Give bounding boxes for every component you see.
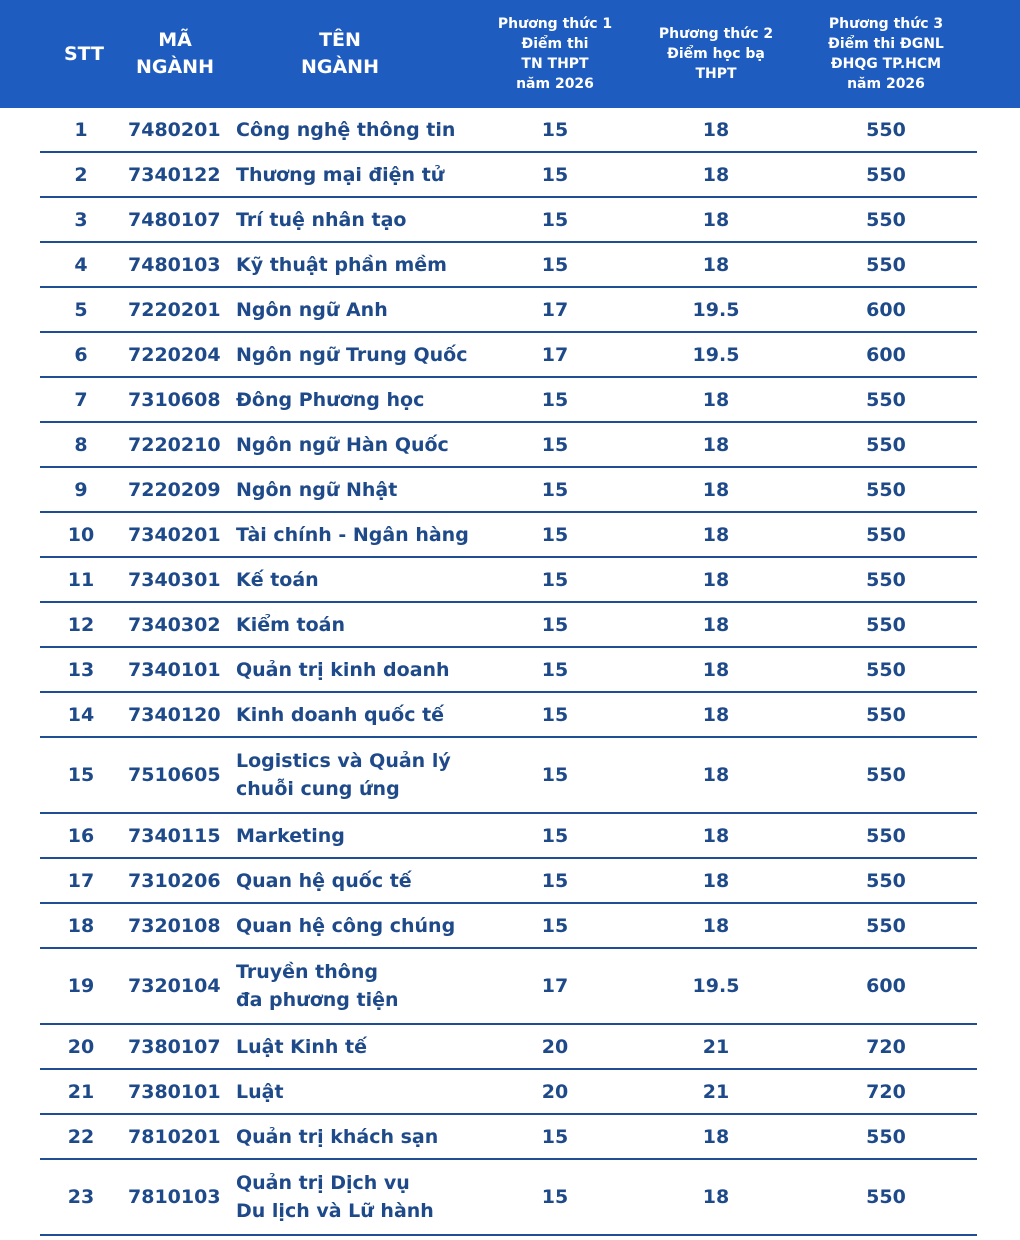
row-method-2-score: 18 <box>702 703 730 726</box>
row-method-3-score: 550 <box>866 208 906 231</box>
row-major-name-text <box>236 296 388 324</box>
row-major-name-line: Luật <box>236 1080 284 1103</box>
row-major-name-text <box>236 431 449 459</box>
table-row <box>40 1070 977 1115</box>
row-stt: 20 <box>67 1035 95 1058</box>
row-stt: 5 <box>74 298 88 321</box>
table-row <box>40 814 977 859</box>
table-row <box>40 333 977 378</box>
row-method-3-score: 550 <box>866 658 906 681</box>
row-stt: 12 <box>67 613 95 636</box>
row-major-name-line: Logistics và Quản lý <box>236 750 451 772</box>
row-method-3-score: 550 <box>866 869 906 892</box>
row-major-name <box>236 814 496 857</box>
row-method-1-score: 15 <box>541 914 569 937</box>
table-row <box>40 288 977 333</box>
row-method-2-score: 18 <box>702 1186 730 1208</box>
header-m3-line: Phương thức 3 <box>828 16 944 32</box>
row-major-name-text <box>236 1033 367 1061</box>
row-major-code: 7320108 <box>128 914 221 937</box>
row-method-3-score: 550 <box>866 433 906 456</box>
table-row <box>40 558 977 603</box>
table-row <box>40 904 977 949</box>
row-major-name <box>236 648 496 691</box>
row-major-name-line: Quan hệ quốc tế <box>236 869 412 892</box>
row-stt: 11 <box>67 568 95 591</box>
header-name-line: NGÀNH <box>300 56 379 78</box>
row-method-2-score: 18 <box>702 1125 730 1148</box>
row-method-2-score: 18 <box>702 478 730 501</box>
row-method-2-score: 18 <box>702 764 730 786</box>
row-major-name-text <box>236 701 444 729</box>
row-stt: 14 <box>67 703 95 726</box>
table-row <box>40 1115 977 1160</box>
row-major-name-text <box>236 867 412 895</box>
row-major-code: 7480201 <box>128 118 221 141</box>
row-method-2-score: 18 <box>702 869 730 892</box>
row-major-name-line: Đông Phương học <box>236 388 425 411</box>
row-method-1-score: 15 <box>541 388 569 411</box>
row-major-name <box>236 1025 496 1068</box>
row-major-name <box>236 333 496 376</box>
row-major-name <box>236 1160 496 1234</box>
row-method-3-score: 550 <box>866 764 906 786</box>
row-major-code: 7380101 <box>128 1080 221 1103</box>
row-major-code: 7310608 <box>128 388 221 411</box>
row-method-2-score: 19.5 <box>692 343 740 366</box>
row-major-name-line: Ngôn ngữ Hàn Quốc <box>236 433 449 456</box>
row-major-name-line: Ngôn ngữ Nhật <box>236 478 398 501</box>
row-major-name-line: Kinh doanh quốc tế <box>236 703 445 726</box>
row-method-1-score: 15 <box>541 869 569 892</box>
row-major-name-text <box>236 958 399 1014</box>
row-major-code: 7340302 <box>128 613 221 636</box>
row-major-code: 7340301 <box>128 568 221 591</box>
row-method-1-score: 17 <box>541 298 569 321</box>
row-stt: 3 <box>74 208 88 231</box>
row-method-3-score: 600 <box>866 975 906 997</box>
row-major-code: 7220210 <box>128 433 221 456</box>
header-method-1 <box>480 0 630 108</box>
row-method-3-score: 600 <box>866 343 906 366</box>
row-major-name-line: Trí tuệ nhân tạo <box>236 208 407 231</box>
row-method-1-score: 15 <box>541 523 569 546</box>
table-row <box>40 648 977 693</box>
table-row <box>40 1025 977 1070</box>
row-method-3-score: 550 <box>866 914 906 937</box>
row-method-2-score: 21 <box>702 1080 730 1103</box>
row-method-2-score: 18 <box>702 613 730 636</box>
row-method-2-score: 18 <box>702 824 730 847</box>
row-stt: 9 <box>74 478 88 501</box>
row-major-name <box>236 738 496 812</box>
header-m3-line: năm 2026 <box>847 76 925 92</box>
header-m1-line: năm 2026 <box>516 76 594 92</box>
row-method-1-score: 15 <box>541 824 569 847</box>
table-row <box>40 378 977 423</box>
row-major-name-line: Quản trị Dịch vụ <box>236 1172 410 1194</box>
table-row <box>40 513 977 558</box>
row-major-code: 7340101 <box>128 658 221 681</box>
row-major-code: 7340122 <box>128 163 221 186</box>
row-major-name-line: Thương mại điện tử <box>236 163 445 186</box>
row-major-name-line: Truyền thông <box>236 961 378 983</box>
header-major-name <box>240 0 440 108</box>
row-major-name <box>236 378 496 421</box>
row-stt: 17 <box>67 869 95 892</box>
row-method-1-score: 17 <box>541 343 569 366</box>
row-method-1-score: 15 <box>541 658 569 681</box>
row-major-name-text <box>236 251 447 279</box>
row-method-2-score: 18 <box>702 253 730 276</box>
row-stt: 1 <box>74 118 88 141</box>
row-stt: 8 <box>74 433 88 456</box>
header-method-2 <box>640 0 792 108</box>
row-method-1-score: 15 <box>541 478 569 501</box>
header-m1-line: Điểm thi <box>521 36 589 52</box>
row-major-code: 7510605 <box>128 764 221 786</box>
table-row <box>40 468 977 513</box>
row-major-name-text <box>236 566 319 594</box>
row-major-name-text <box>236 386 424 414</box>
row-major-code: 7340115 <box>128 824 221 847</box>
row-method-2-score: 18 <box>702 914 730 937</box>
row-method-3-score: 550 <box>866 523 906 546</box>
table-row <box>40 738 977 814</box>
row-stt: 13 <box>67 658 95 681</box>
row-major-name <box>236 288 496 331</box>
row-major-name <box>236 859 496 902</box>
table-row <box>40 1160 977 1236</box>
row-method-1-score: 17 <box>541 975 569 997</box>
header-method-3 <box>800 0 972 108</box>
header-stt <box>44 0 124 108</box>
header-code-line: NGÀNH <box>135 56 214 78</box>
row-method-1-score: 20 <box>541 1035 569 1058</box>
row-stt: 18 <box>67 914 95 937</box>
row-major-name-text <box>236 747 451 803</box>
row-stt: 15 <box>67 764 95 786</box>
row-major-name <box>236 1070 496 1113</box>
row-major-name <box>236 423 496 466</box>
row-major-name <box>236 243 496 286</box>
row-method-1-score: 15 <box>541 613 569 636</box>
row-major-name-line: Ngôn ngữ Anh <box>236 298 388 321</box>
table-header <box>0 0 1020 108</box>
row-method-3-score: 600 <box>866 298 906 321</box>
row-method-2-score: 21 <box>702 1035 730 1058</box>
row-major-code: 7320104 <box>128 975 221 997</box>
header-stt-label: STT <box>63 42 105 65</box>
table-row <box>40 603 977 648</box>
row-major-name <box>236 558 496 601</box>
row-major-name-line: Quản trị kinh doanh <box>236 658 450 681</box>
row-major-code: 7220201 <box>128 298 221 321</box>
row-method-2-score: 19.5 <box>692 298 740 321</box>
row-major-code: 7340120 <box>128 703 221 726</box>
row-major-name-line: Tài chính - Ngân hàng <box>236 523 469 546</box>
header-name-line: TÊN <box>319 29 361 51</box>
row-stt: 2 <box>74 163 88 186</box>
row-major-code: 7480103 <box>128 253 221 276</box>
row-major-name <box>236 693 496 736</box>
row-method-1-score: 15 <box>541 163 569 186</box>
row-method-1-score: 20 <box>541 1080 569 1103</box>
header-m2-line: THPT <box>695 66 737 82</box>
row-method-1-score: 15 <box>541 1125 569 1148</box>
row-method-3-score: 550 <box>866 568 906 591</box>
table-row <box>40 423 977 468</box>
row-major-name-line: Marketing <box>236 824 345 847</box>
row-major-code: 7220204 <box>128 343 221 366</box>
row-major-name-text <box>236 1078 284 1106</box>
table-row <box>40 153 977 198</box>
row-major-name <box>236 468 496 511</box>
row-method-3-score: 550 <box>866 478 906 501</box>
row-major-name-line: Du lịch và Lữ hành <box>236 1200 434 1222</box>
row-method-3-score: 550 <box>866 703 906 726</box>
row-method-2-score: 18 <box>702 658 730 681</box>
row-method-1-score: 15 <box>541 703 569 726</box>
row-method-3-score: 550 <box>866 1186 906 1208</box>
header-m1-line: TN THPT <box>521 56 589 72</box>
row-stt: 21 <box>67 1080 95 1103</box>
row-major-name-text <box>236 822 345 850</box>
row-major-name-text <box>236 521 469 549</box>
row-major-code: 7810201 <box>128 1125 221 1148</box>
row-major-name-text <box>236 476 397 504</box>
header-major-code <box>120 0 230 108</box>
row-stt: 23 <box>67 1186 95 1208</box>
header-m2-line: Phương thức 2 <box>658 26 774 42</box>
row-major-name <box>236 198 496 241</box>
row-method-1-score: 15 <box>541 568 569 591</box>
row-major-code: 7810103 <box>128 1186 221 1208</box>
row-major-name <box>236 153 496 196</box>
header-m1-line: Phương thức 1 <box>497 16 613 32</box>
row-method-3-score: 550 <box>866 388 906 411</box>
header-m3-line: Điểm thi ĐGNL <box>828 36 944 52</box>
row-stt: 16 <box>67 824 95 847</box>
row-major-code: 7310206 <box>128 869 221 892</box>
row-major-name-text <box>236 341 467 369</box>
row-method-2-score: 18 <box>702 208 730 231</box>
row-stt: 6 <box>74 343 88 366</box>
row-method-1-score: 15 <box>541 208 569 231</box>
row-major-name <box>236 108 496 151</box>
row-stt: 22 <box>67 1125 95 1148</box>
row-stt: 7 <box>74 388 88 411</box>
row-method-3-score: 550 <box>866 118 906 141</box>
row-major-name-line: Quan hệ công chúng <box>236 914 456 937</box>
row-major-name-line: Công nghệ thông tin <box>236 118 456 141</box>
row-stt: 4 <box>74 253 88 276</box>
row-major-name-line: Kế toán <box>236 568 319 591</box>
row-major-name-text <box>236 161 444 189</box>
row-major-code: 7380107 <box>128 1035 221 1058</box>
row-major-name <box>236 603 496 646</box>
row-method-1-score: 15 <box>541 118 569 141</box>
row-major-name-text <box>236 611 345 639</box>
row-method-3-score: 550 <box>866 253 906 276</box>
row-major-name-text <box>236 1169 434 1225</box>
row-major-code: 7220209 <box>128 478 221 501</box>
row-major-code: 7340201 <box>128 523 221 546</box>
row-method-3-score: 550 <box>866 824 906 847</box>
row-major-code: 7480107 <box>128 208 221 231</box>
table-row <box>40 243 977 288</box>
row-method-2-score: 18 <box>702 433 730 456</box>
table-row <box>40 693 977 738</box>
row-major-name <box>236 904 496 947</box>
row-method-3-score: 720 <box>866 1080 906 1103</box>
row-major-name <box>236 1115 496 1158</box>
row-method-3-score: 550 <box>866 163 906 186</box>
admission-score-table <box>40 108 977 1236</box>
table-row <box>40 198 977 243</box>
row-method-1-score: 15 <box>541 764 569 786</box>
row-method-2-score: 19.5 <box>692 975 740 997</box>
header-m3-line: ĐHQG TP.HCM <box>830 56 942 72</box>
row-major-name-text <box>236 116 455 144</box>
row-major-name <box>236 949 496 1023</box>
table-row <box>40 108 977 153</box>
table-row <box>40 949 977 1025</box>
header-code-line: MÃ <box>158 29 192 51</box>
row-method-2-score: 18 <box>702 388 730 411</box>
row-major-name-line: đa phương tiện <box>236 989 399 1011</box>
row-stt: 19 <box>67 975 95 997</box>
row-major-name <box>236 513 496 556</box>
row-method-2-score: 18 <box>702 118 730 141</box>
row-method-1-score: 15 <box>541 1186 569 1208</box>
row-major-name-line: Quản trị khách sạn <box>236 1125 439 1148</box>
row-major-name-line: chuỗi cung ứng <box>236 778 400 800</box>
table-row <box>40 859 977 904</box>
row-major-name-text <box>236 656 450 684</box>
row-method-3-score: 550 <box>866 613 906 636</box>
row-method-3-score: 550 <box>866 1125 906 1148</box>
row-method-1-score: 15 <box>541 253 569 276</box>
row-stt: 10 <box>67 523 95 546</box>
row-major-name-text <box>236 206 406 234</box>
row-method-2-score: 18 <box>702 163 730 186</box>
row-method-2-score: 18 <box>702 568 730 591</box>
row-major-name-line: Ngôn ngữ Trung Quốc <box>236 343 468 366</box>
row-method-2-score: 18 <box>702 523 730 546</box>
row-major-name-line: Luật Kinh tế <box>236 1035 368 1058</box>
row-major-name-line: Kỹ thuật phần mềm <box>236 253 447 276</box>
header-m2-line: Điểm học bạ <box>667 46 765 62</box>
row-method-3-score: 720 <box>866 1035 906 1058</box>
row-method-1-score: 15 <box>541 433 569 456</box>
row-major-name-text <box>236 1123 438 1151</box>
row-major-name-line: Kiểm toán <box>236 613 346 636</box>
row-major-name-text <box>236 912 455 940</box>
